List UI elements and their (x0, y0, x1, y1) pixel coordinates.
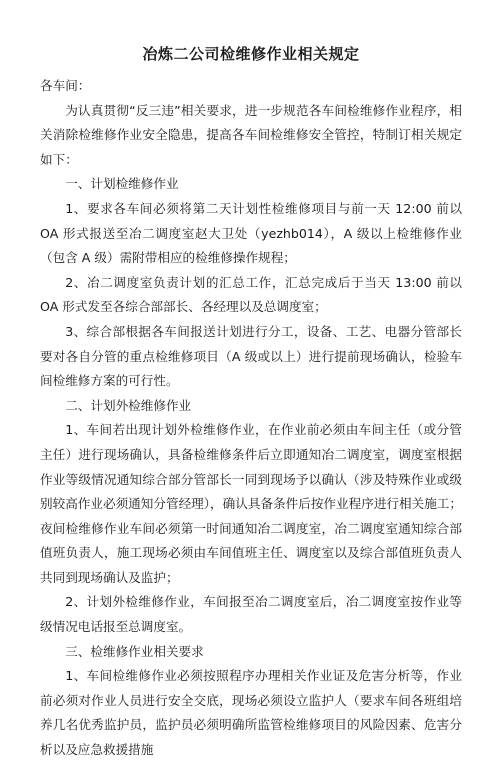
section-2-item-1: 1、车间若出现计划外检维修作业，在作业前必须由车间主任（或分管主任）进行现场确认，具备检维修条件后立即通知冶二调度室，调度室根据作业等级情况通知综合部分管部长一同到现场予以确认（涉及特殊作业或级别较高作业必须通知分管经理），确认具备条件后按作业程序进行相关施工；夜间检维修作业车间必须第一时间通知冶二调度室，冶二调度室通知综合部值班负责人，施工现场必须由车间值班主任、调度室以及综合部值班负责人共同到现场确认及监护； (40, 422, 462, 585)
section-2-heading: 二、计划外检维修作业 (65, 397, 192, 413)
section-1-item-1: 1、要求各车间必须将第二天计划性检维修项目与前一天 12:00 前以 OA 形式报送至冶二调度室赵大卫处（yezhb014），A 级以上检维修作业（包含 A 级）需附带相应的检维修操作规程； (40, 200, 462, 266)
salutation: 各车间： (40, 78, 91, 93)
section-1-heading: 一、计划检维修作业 (65, 176, 179, 192)
section-1-item-3: 3、综合部根据各车间报送计划进行分工，设备、工艺、电器分管部长要对各自分管的重点检维修项目（A 级或以上）进行提前现场确认，检验车间检维修方案的可行性。 (40, 323, 462, 389)
section-3-item-1: 1、车间检维修作业必须按照程序办理相关作业证及危害分析等，作业前必须对作业人员进行安全交底，现场必须设立监护人（要求车间各班组培养几名优秀监护员，监护员必须明确所监管检维修项目的风险因素、危害分析以及应急救援措施 (40, 668, 462, 758)
section-3-heading: 三、检维修作业相关要求 (65, 643, 204, 659)
section-2-item-2: 2、计划外检维修作业，车间报至冶二调度室后，冶二调度室按作业等级情况电话报至总调度室。 (40, 594, 462, 635)
intro-paragraph: 为认真贯彻“反三违”相关要求，进一步规范各车间检维修作业程序，相关消除检维修作业安全隐患，提高各车间检维修安全管控，特制订相关规定如下： (40, 102, 462, 167)
document-title: 冶炼二公司检维修作业相关规定 (142, 45, 360, 63)
section-1-item-2: 2、冶二调度室负责计划的汇总工作，汇总完成后于当天 13:00 前以 OA 形式发至各综合部部长、各经理以及总调度室； (40, 274, 462, 315)
